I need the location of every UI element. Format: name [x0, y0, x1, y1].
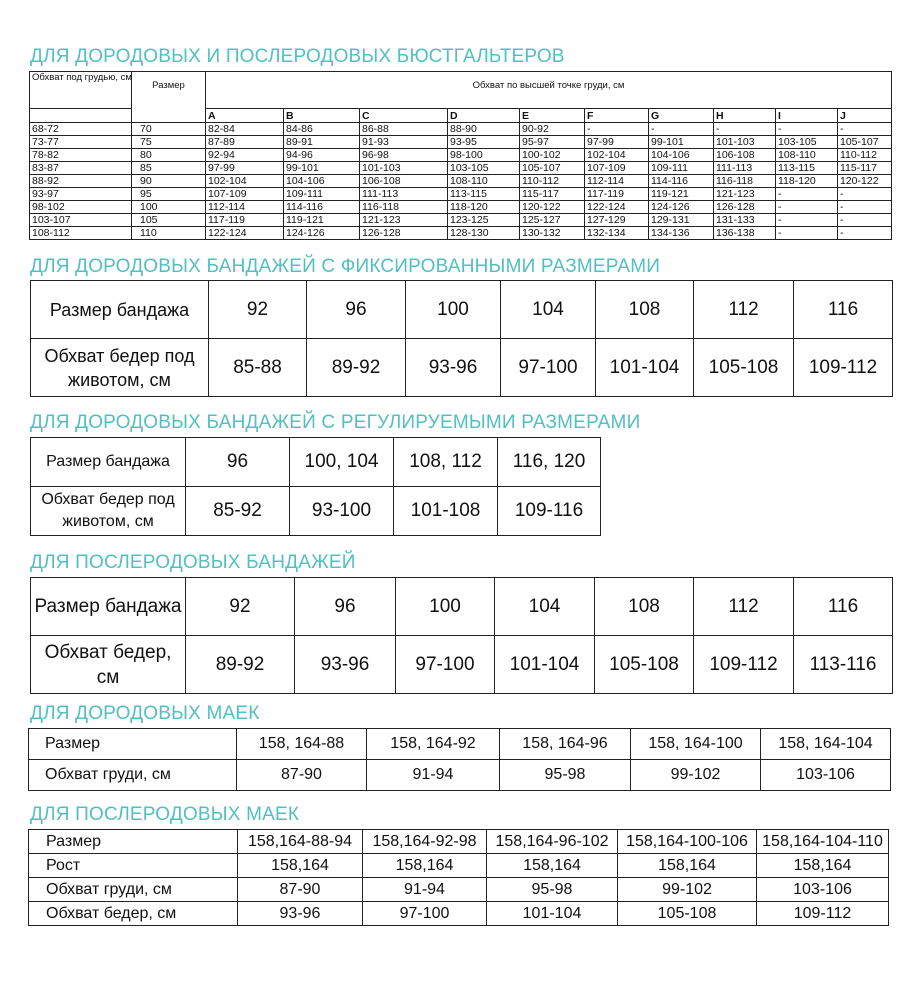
top-size-cell: 158, 164-88: [237, 729, 367, 760]
bust-girth-cell: 127-129: [585, 214, 649, 227]
bust-girth-cell: 107-109: [206, 188, 284, 201]
bust-girth-cell: 128-130: [448, 227, 520, 240]
belt-size-cell: 92: [186, 578, 295, 636]
bra-size-cell: 90: [132, 175, 206, 188]
cup-header: G: [649, 109, 714, 123]
top-size-cell: 158, 164-92: [367, 729, 500, 760]
adjustable-belt-section-title: ДЛЯ ДОРОДОВЫХ БАНДАЖЕЙ С РЕГУЛИРУЕМЫМИ РАЗМЕРАМИ: [30, 412, 641, 433]
postnatal-tops-table: [28, 829, 889, 926]
bust-girth-cell: 112-114: [585, 175, 649, 188]
bust-girth-cell: -: [649, 123, 714, 136]
bust-girth-cell: 126-128: [360, 227, 448, 240]
belt-size-cell: 100: [406, 281, 501, 339]
underbust-cell: 68-72: [30, 123, 132, 136]
underbust-header-blank: [30, 109, 132, 123]
bust-girth-cell: -: [776, 201, 838, 214]
bust-girth-cell: -: [776, 123, 838, 136]
bust-girth-cell: 104-106: [649, 149, 714, 162]
table-row: [30, 123, 892, 136]
hip-girth-cell: 97-100: [363, 902, 487, 926]
bust-girth-cell: 124-126: [284, 227, 360, 240]
cup-header: C: [360, 109, 448, 123]
height-cell: 158,164: [487, 854, 618, 878]
top-size-cell: 158, 164-104: [761, 729, 891, 760]
hip-girth-cell: 97-100: [396, 636, 495, 694]
belt-size-cell: 104: [501, 281, 596, 339]
bust-girth-cell: 114-116: [649, 175, 714, 188]
bust-girth-cell: 115-117: [838, 162, 892, 175]
bra-size-cell: 85: [132, 162, 206, 175]
bust-girth-cell: 110-112: [520, 175, 585, 188]
cup-header: A: [206, 109, 284, 123]
hip-girth-cell: 85-92: [186, 487, 290, 536]
bra-table-body: [30, 123, 892, 240]
bust-girth-cell: 87-90: [237, 760, 367, 791]
hip-girth-cell: 105-108: [595, 636, 694, 694]
bust-girth-cell: 119-121: [649, 188, 714, 201]
hip-girth-cell: 105-108: [618, 902, 757, 926]
bust-girth-cell: 122-124: [585, 201, 649, 214]
hip-girth-cell: 97-100: [501, 339, 596, 397]
bust-girth-cell: 113-115: [448, 188, 520, 201]
bust-girth-cell: 87-90: [238, 878, 363, 902]
hip-girth-cell: 93-96: [406, 339, 501, 397]
belt-size-cell: 100: [396, 578, 495, 636]
bust-girth-cell: 126-128: [714, 201, 776, 214]
bust-girth-cell: 103-105: [448, 162, 520, 175]
bust-girth-cell: 88-90: [448, 123, 520, 136]
belt-size-cell: 112: [694, 578, 794, 636]
bust-header: Обхват по высшей точке груди, см: [206, 72, 892, 109]
bust-girth-cell: 121-123: [360, 214, 448, 227]
bust-girth-cell: 102-104: [585, 149, 649, 162]
height-cell: 158,164: [238, 854, 363, 878]
bust-girth-cell: 102-104: [206, 175, 284, 188]
bust-girth-cell: 91-94: [363, 878, 487, 902]
postnatal-belt-table: [30, 577, 893, 694]
bust-girth-cell: 124-126: [649, 201, 714, 214]
bust-girth-cell: -: [838, 201, 892, 214]
bust-girth-cell: -: [776, 214, 838, 227]
bust-girth-cell: 109-111: [284, 188, 360, 201]
bust-girth-cell: 118-120: [776, 175, 838, 188]
belt-size-cell: 100, 104: [290, 438, 394, 487]
hip-girth-cell: 101-108: [394, 487, 498, 536]
bust-girth-cell: 103-105: [776, 136, 838, 149]
height-label: Рост: [29, 854, 238, 878]
underbust-cell: 73-77: [30, 136, 132, 149]
bust-girth-cell: 113-115: [776, 162, 838, 175]
bust-girth-cell: 105-107: [838, 136, 892, 149]
cup-header: I: [776, 109, 838, 123]
bra-size-table: [29, 71, 892, 240]
size-header: Размер: [132, 72, 206, 123]
hip-girth-cell: 93-96: [295, 636, 396, 694]
top-size-cell: 158,164-92-98: [363, 830, 487, 854]
belt-size-label: Размер бандажа: [31, 438, 186, 487]
belt-size-cell: 108: [596, 281, 694, 339]
bust-girth-cell: -: [776, 227, 838, 240]
bust-girth-label: Обхват груди, см: [29, 878, 238, 902]
underbust-cell: 83-87: [30, 162, 132, 175]
bust-girth-cell: 97-99: [585, 136, 649, 149]
top-size-cell: 158,164-88-94: [238, 830, 363, 854]
bra-size-cell: 70: [132, 123, 206, 136]
top-size-label: Размер: [29, 729, 237, 760]
bust-girth-cell: 95-98: [500, 760, 631, 791]
bra-section-title: ДЛЯ ДОРОДОВЫХ И ПОСЛЕРОДОВЫХ БЮСТГАЛЬТЕРОВ: [30, 46, 565, 67]
bust-girth-cell: 112-114: [206, 201, 284, 214]
bust-girth-cell: 101-103: [714, 136, 776, 149]
bust-girth-cell: 111-113: [714, 162, 776, 175]
top-size-cell: 158, 164-100: [631, 729, 761, 760]
hip-girth-cell: 109-112: [794, 339, 893, 397]
bust-girth-cell: -: [838, 188, 892, 201]
bra-size-cell: 75: [132, 136, 206, 149]
postnatal-tops-section-title: ДЛЯ ПОСЛЕРОДОВЫХ МАЕК: [30, 804, 300, 825]
bust-girth-cell: -: [838, 214, 892, 227]
table-row: [30, 136, 892, 149]
bust-girth-cell: 95-98: [487, 878, 618, 902]
bust-girth-cell: 116-118: [714, 175, 776, 188]
belt-size-cell: 116: [794, 281, 893, 339]
bust-girth-cell: 97-99: [206, 162, 284, 175]
bust-girth-cell: 104-106: [284, 175, 360, 188]
bust-girth-cell: 132-134: [585, 227, 649, 240]
bust-girth-cell: 122-124: [206, 227, 284, 240]
bra-size-cell: 105: [132, 214, 206, 227]
bust-girth-cell: 131-133: [714, 214, 776, 227]
postnatal-belt-section-title: ДЛЯ ПОСЛЕРОДОВЫХ БАНДАЖЕЙ: [30, 552, 356, 573]
underbust-cell: 78-82: [30, 149, 132, 162]
bust-girth-cell: -: [714, 123, 776, 136]
bust-girth-cell: 120-122: [838, 175, 892, 188]
bust-girth-cell: 115-117: [520, 188, 585, 201]
belt-size-cell: 96: [307, 281, 406, 339]
belt-size-cell: 108: [595, 578, 694, 636]
bra-size-cell: 95: [132, 188, 206, 201]
underbust-cell: 93-97: [30, 188, 132, 201]
hip-girth-cell: 85-88: [209, 339, 307, 397]
hip-girth-cell: 93-100: [290, 487, 394, 536]
bust-girth-cell: 118-120: [448, 201, 520, 214]
table-row: [30, 227, 892, 240]
belt-size-cell: 96: [295, 578, 396, 636]
bust-girth-cell: 103-106: [761, 760, 891, 791]
bust-girth-cell: 105-107: [520, 162, 585, 175]
bust-girth-cell: 125-127: [520, 214, 585, 227]
belt-size-cell: 116: [794, 578, 893, 636]
hip-girth-cell: 109-112: [757, 902, 889, 926]
bust-girth-cell: 95-97: [520, 136, 585, 149]
cup-header: J: [838, 109, 892, 123]
belt-size-cell: 104: [495, 578, 595, 636]
bust-girth-cell: 129-131: [649, 214, 714, 227]
cup-header: D: [448, 109, 520, 123]
bust-girth-cell: 116-118: [360, 201, 448, 214]
bust-girth-cell: 96-98: [360, 149, 448, 162]
bust-girth-cell: 87-89: [206, 136, 284, 149]
hip-girth-cell: 89-92: [186, 636, 295, 694]
bust-girth-cell: 86-88: [360, 123, 448, 136]
bust-girth-cell: 103-106: [757, 878, 889, 902]
table-row: [30, 201, 892, 214]
hip-girth-label: Обхват бедер, см: [29, 902, 238, 926]
underbust-cell: 98-102: [30, 201, 132, 214]
bust-girth-cell: 94-96: [284, 149, 360, 162]
bust-girth-cell: -: [585, 123, 649, 136]
bust-girth-cell: 117-119: [585, 188, 649, 201]
bra-size-cell: 80: [132, 149, 206, 162]
bust-girth-cell: 114-116: [284, 201, 360, 214]
top-size-cell: 158,164-96-102: [487, 830, 618, 854]
bust-girth-cell: 89-91: [284, 136, 360, 149]
hip-girth-cell: 101-104: [596, 339, 694, 397]
belt-size-cell: 96: [186, 438, 290, 487]
cup-header: F: [585, 109, 649, 123]
table-row: [30, 149, 892, 162]
belt-size-cell: 116, 120: [498, 438, 601, 487]
underbust-cell: 88-92: [30, 175, 132, 188]
bust-girth-cell: 99-102: [618, 878, 757, 902]
top-size-cell: 158,164-100-106: [618, 830, 757, 854]
belt-size-cell: 92: [209, 281, 307, 339]
underbust-header: Обхват под грудью, см: [30, 72, 132, 109]
hip-girth-label: Обхват бедер под животом, см: [31, 339, 209, 397]
belt-size-cell: 108, 112: [394, 438, 498, 487]
bust-girth-cell: 99-102: [631, 760, 761, 791]
bust-girth-cell: 119-121: [284, 214, 360, 227]
bust-girth-cell: 108-110: [776, 149, 838, 162]
hip-girth-label: Обхват бедер под животом, см: [31, 487, 186, 536]
bust-girth-cell: -: [838, 123, 892, 136]
adjustable-belt-table: [30, 437, 601, 536]
bust-girth-cell: 100-102: [520, 149, 585, 162]
cup-header: B: [284, 109, 360, 123]
hip-girth-label: Обхват бедер, см: [31, 636, 186, 694]
bust-girth-cell: 110-112: [838, 149, 892, 162]
bust-girth-cell: 101-103: [360, 162, 448, 175]
hip-girth-cell: 101-104: [487, 902, 618, 926]
bust-girth-cell: -: [838, 227, 892, 240]
bust-girth-cell: 91-93: [360, 136, 448, 149]
bust-girth-cell: 91-94: [367, 760, 500, 791]
bust-girth-cell: 93-95: [448, 136, 520, 149]
bust-girth-cell: 107-109: [585, 162, 649, 175]
bust-girth-cell: 136-138: [714, 227, 776, 240]
bust-girth-cell: 108-110: [448, 175, 520, 188]
hip-girth-cell: 93-96: [238, 902, 363, 926]
hip-girth-cell: 89-92: [307, 339, 406, 397]
bust-girth-cell: 90-92: [520, 123, 585, 136]
table-row: [30, 175, 892, 188]
maternity-tops-table: [28, 728, 891, 791]
underbust-cell: 108-112: [30, 227, 132, 240]
height-cell: 158,164: [618, 854, 757, 878]
bust-girth-cell: 82-84: [206, 123, 284, 136]
bust-girth-cell: -: [776, 188, 838, 201]
belt-size-cell: 112: [694, 281, 794, 339]
bust-girth-cell: 134-136: [649, 227, 714, 240]
bra-size-cell: 110: [132, 227, 206, 240]
underbust-cell: 103-107: [30, 214, 132, 227]
height-cell: 158,164: [757, 854, 889, 878]
bust-girth-cell: 117-119: [206, 214, 284, 227]
fixed-belt-table: [30, 280, 893, 397]
bust-girth-cell: 111-113: [360, 188, 448, 201]
belt-size-label: Размер бандажа: [31, 578, 186, 636]
maternity-tops-section-title: ДЛЯ ДОРОДОВЫХ МАЕК: [30, 703, 260, 724]
fixed-belt-section-title: ДЛЯ ДОРОДОВЫХ БАНДАЖЕЙ С ФИКСИРОВАННЫМИ РАЗМЕРАМИ: [30, 256, 661, 277]
hip-girth-cell: 109-112: [694, 636, 794, 694]
hip-girth-cell: 105-108: [694, 339, 794, 397]
table-row: [30, 214, 892, 227]
bust-girth-cell: 99-101: [284, 162, 360, 175]
bust-girth-cell: 84-86: [284, 123, 360, 136]
hip-girth-cell: 113-116: [794, 636, 893, 694]
bust-girth-cell: 92-94: [206, 149, 284, 162]
height-cell: 158,164: [363, 854, 487, 878]
bust-girth-label: Обхват груди, см: [29, 760, 237, 791]
bra-size-cell: 100: [132, 201, 206, 214]
bust-girth-cell: 109-111: [649, 162, 714, 175]
bust-girth-cell: 120-122: [520, 201, 585, 214]
bust-girth-cell: 123-125: [448, 214, 520, 227]
belt-size-label: Размер бандажа: [31, 281, 209, 339]
cup-header: H: [714, 109, 776, 123]
table-row: [30, 188, 892, 201]
top-size-label: Размер: [29, 830, 238, 854]
top-size-cell: 158, 164-96: [500, 729, 631, 760]
hip-girth-cell: 101-104: [495, 636, 595, 694]
bust-girth-cell: 130-132: [520, 227, 585, 240]
bust-girth-cell: 121-123: [714, 188, 776, 201]
bust-girth-cell: 106-108: [360, 175, 448, 188]
bust-girth-cell: 99-101: [649, 136, 714, 149]
bust-girth-cell: 106-108: [714, 149, 776, 162]
top-size-cell: 158,164-104-110: [757, 830, 889, 854]
hip-girth-cell: 109-116: [498, 487, 601, 536]
cup-header: E: [520, 109, 585, 123]
table-row: [30, 162, 892, 175]
bust-girth-cell: 98-100: [448, 149, 520, 162]
